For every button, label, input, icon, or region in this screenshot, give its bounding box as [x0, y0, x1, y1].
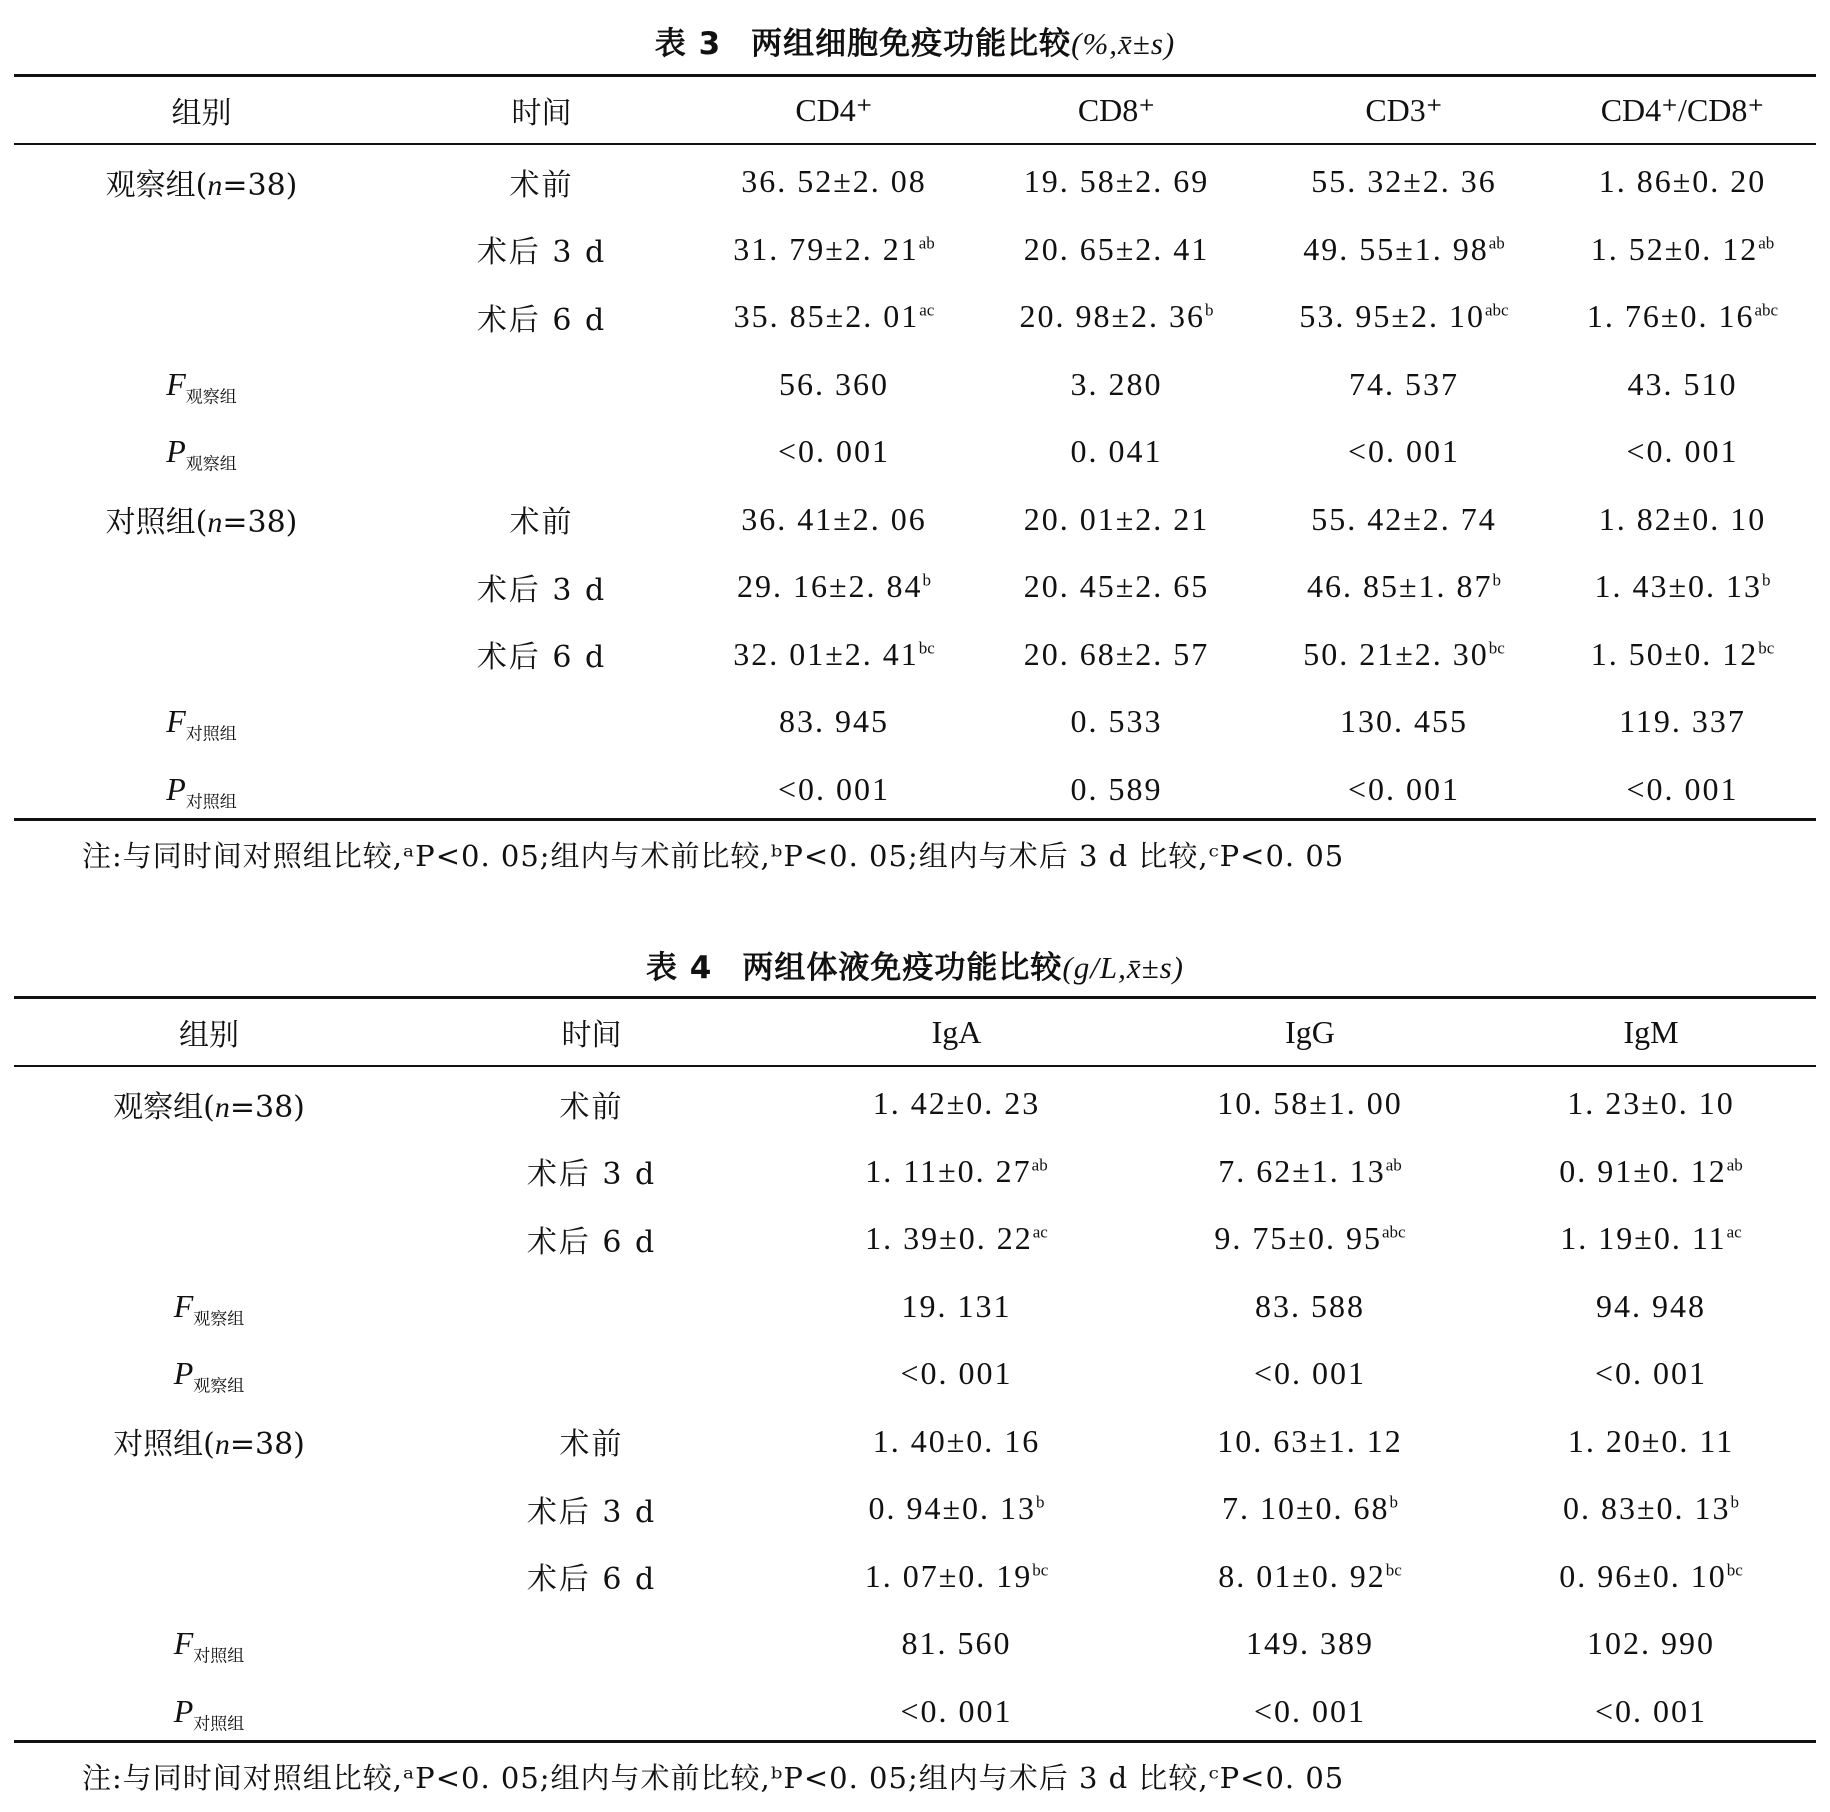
table-row: [14, 486, 1816, 554]
value-cell: 19. 131: [901, 1287, 1012, 1324]
table-row: [14, 1070, 1816, 1138]
value-cell: 49. 55±1. $98^{ab}$: [1303, 230, 1505, 267]
value-cell: 0. 91±0. $12^{ab}$: [1559, 1152, 1743, 1189]
table3-title: [0, 18, 1830, 63]
value-cell: 0. 96±0. $10^{bc}$: [1559, 1557, 1743, 1594]
time-cell: 术前: [509, 505, 574, 541]
value-cell: 74. 537: [1349, 365, 1459, 402]
time-cell: 术后 6 d: [476, 302, 607, 338]
value-cell: 130. 455: [1340, 703, 1468, 740]
column-header-cd8: CD8⁺: [1077, 92, 1156, 128]
value-cell: <0. 001: [777, 770, 891, 807]
value-cell: <0. 001: [777, 433, 891, 470]
table4-title: [0, 942, 1830, 987]
table-row: [14, 756, 1816, 824]
table-row: [14, 1475, 1816, 1543]
value-cell: 10. 58±1. 00: [1217, 1085, 1403, 1122]
value-cell: <0. 001: [1594, 1692, 1708, 1729]
value-cell: 0. 83±0. 13$^b$: [1562, 1490, 1740, 1527]
table3-unit: (%,x̄±s): [1071, 26, 1176, 61]
table3-note: 注:与同时间对照组比较,ᵃP<0. 05;组内与术前比较,ᵇP<0. 05;组内与术后 3 d 比较,ᶜP<0. 05: [82, 839, 1345, 873]
table3-header-row: [14, 76, 1816, 144]
table4: [14, 998, 1816, 1745]
value-cell: <0. 001: [1253, 1692, 1367, 1729]
stat-label-cell: $F_{观察组}$: [173, 1287, 245, 1330]
value-cell: 119. 337: [1619, 703, 1746, 740]
value-cell: 1. 86±0. 20: [1598, 163, 1767, 200]
group-cell: 观察组(n=38): [105, 167, 298, 203]
time-cell: 术前: [509, 167, 574, 203]
table4-caption: 两组体液免疫功能比较: [742, 950, 1063, 986]
table-row: [14, 1205, 1816, 1273]
column-header-group: 组别: [171, 96, 232, 131]
value-cell: 1. 11±0. $27^{ab}$: [865, 1152, 1048, 1189]
time-cell: [404, 1610, 779, 1678]
value-cell: 1. 82±0. 10: [1598, 500, 1767, 537]
value-cell: 83. 945: [779, 703, 889, 740]
table4-unit: (g/L,x̄±s): [1062, 950, 1184, 985]
value-cell: 20. 65±2. 41: [1023, 230, 1210, 267]
time-cell: 术后 6 d: [476, 640, 607, 676]
value-cell: 149. 389: [1246, 1625, 1374, 1662]
group-cell: [14, 283, 389, 351]
group-cell: 对照组(n=38): [105, 505, 298, 541]
column-header-cd4: CD4⁺: [795, 92, 873, 128]
table-row: [14, 1273, 1816, 1341]
value-cell: 43. 510: [1627, 365, 1738, 402]
table-row: [14, 1408, 1816, 1476]
column-header-cd4-cd8: CD4⁺/CD8⁺: [1600, 92, 1765, 128]
time-cell: 术后 3 d: [526, 1157, 657, 1193]
value-cell: 20. 68±2. 57: [1023, 635, 1210, 672]
table4-note: 注:与同时间对照组比较,ᵃP<0. 05;组内与术前比较,ᵇP<0. 05;组内与术后 3 d 比较,ᶜP<0. 05: [82, 1761, 1345, 1795]
table-row: [14, 351, 1816, 419]
value-cell: <0. 001: [900, 1355, 1013, 1392]
value-cell: 1. 23±0. 10: [1567, 1085, 1735, 1122]
table-row: [14, 216, 1816, 284]
table-row: [14, 1138, 1816, 1206]
table-row: [14, 688, 1816, 756]
group-cell: 观察组(n=38): [113, 1089, 305, 1125]
column-header-time: 时间: [561, 1018, 622, 1053]
time-cell: [389, 418, 694, 486]
value-cell: 1. 42±0. 23: [872, 1085, 1041, 1122]
value-cell: <0. 001: [900, 1692, 1013, 1729]
column-header-igg: IgG: [1285, 1013, 1335, 1050]
table4-header-row: [14, 998, 1816, 1066]
time-cell: [389, 688, 694, 756]
value-cell: 50. 21±2. $30^{bc}$: [1303, 635, 1505, 672]
time-cell: [389, 351, 694, 419]
value-cell: <0. 001: [1626, 433, 1739, 470]
value-cell: 7. 10±0. 68$^b$: [1221, 1490, 1399, 1527]
value-cell: 31. 79±2. $21^{ab}$: [733, 230, 935, 267]
value-cell: 10. 63±1. 12: [1217, 1422, 1403, 1459]
value-cell: 1. 76±0. $16^{abc}$: [1586, 298, 1779, 335]
stat-label-cell: $F_{对照组}$: [173, 1625, 245, 1667]
table4-label: 表 4: [646, 950, 713, 986]
time-cell: 术后 6 d: [526, 1224, 657, 1260]
value-cell: 0. 589: [1070, 770, 1163, 807]
value-cell: 20. 01±2. 21: [1023, 500, 1210, 537]
time-cell: 术后 6 d: [526, 1562, 657, 1598]
value-cell: 1. 40±0. 16: [872, 1422, 1041, 1459]
time-cell: [389, 756, 694, 824]
value-cell: 36. 41±2. 06: [741, 500, 927, 537]
value-cell: 35. 85±2. $01^{ac}$: [733, 298, 935, 335]
table-row: [14, 148, 1816, 216]
stat-label-cell: $P_{对照组}$: [166, 770, 237, 813]
group-cell: [14, 1138, 404, 1206]
stat-label-cell: $F_{对照组}$: [166, 703, 237, 745]
group-cell: 对照组(n=38): [113, 1427, 305, 1463]
value-cell: <0. 001: [1594, 1355, 1708, 1392]
stat-label-cell: $P_{观察组}$: [166, 433, 237, 475]
value-cell: 0. 533: [1070, 703, 1163, 740]
value-cell: 53. 95±2. $10^{abc}$: [1299, 298, 1509, 335]
value-cell: 55. 32±2. 36: [1311, 163, 1497, 200]
value-cell: 3. 280: [1070, 365, 1163, 402]
value-cell: 81. 560: [901, 1625, 1012, 1662]
table-row: [14, 283, 1816, 351]
stat-label-cell: $F_{观察组}$: [166, 365, 237, 408]
table-row: [14, 1678, 1816, 1746]
table3-caption: 两组细胞免疫功能比较: [751, 26, 1072, 62]
time-cell: 术后 3 d: [526, 1494, 657, 1530]
value-cell: 83. 588: [1255, 1287, 1365, 1324]
value-cell: 0. 94±0. 13$^b$: [868, 1490, 1045, 1527]
time-cell: 术前: [559, 1427, 624, 1463]
value-cell: <0. 001: [1347, 433, 1461, 470]
value-cell: 1. 43±0. 13$^b$: [1594, 568, 1771, 605]
column-header-group: 组别: [179, 1018, 239, 1053]
value-cell: <0. 001: [1253, 1355, 1367, 1392]
group-cell: [14, 1543, 404, 1611]
value-cell: <0. 001: [1626, 770, 1739, 807]
value-cell: 20. 98±2. 36$^b$: [1019, 298, 1214, 335]
group-cell: [14, 553, 389, 621]
value-cell: 9. 75±0. $95^{abc}$: [1214, 1220, 1406, 1257]
group-cell: [14, 1475, 404, 1543]
value-cell: 1. 07±0. $19^{bc}$: [864, 1557, 1049, 1594]
time-cell: [404, 1340, 779, 1408]
table-row: [14, 553, 1816, 621]
value-cell: 94. 948: [1596, 1287, 1706, 1324]
group-cell: [14, 216, 389, 284]
value-cell: 1. 52±0. $12^{ab}$: [1590, 230, 1775, 267]
value-cell: 55. 42±2. 74: [1311, 500, 1497, 537]
value-cell: 20. 45±2. 65: [1023, 568, 1210, 605]
value-cell: 1. 39±0. $22^{ac}$: [865, 1220, 1048, 1257]
value-cell: 7. 62±1. $13^{ab}$: [1218, 1152, 1402, 1189]
value-cell: 1. 50±0. $12^{bc}$: [1590, 635, 1775, 672]
column-header-time: 时间: [511, 96, 572, 131]
value-cell: 46. 85±1. 87$^b$: [1306, 568, 1502, 605]
value-cell: 29. 16±2. 84$^b$: [736, 568, 932, 605]
table-row: [14, 1610, 1816, 1678]
time-cell: 术后 3 d: [476, 572, 607, 608]
value-cell: 19. 58±2. 69: [1023, 163, 1210, 200]
value-cell: <0. 001: [1347, 770, 1461, 807]
value-cell: 0. 041: [1070, 433, 1163, 470]
value-cell: 8. 01±0. $92^{bc}$: [1218, 1557, 1402, 1594]
stat-label-cell: $P_{对照组}$: [173, 1692, 245, 1735]
column-header-igm: IgM: [1623, 1013, 1679, 1050]
time-cell: [404, 1273, 779, 1341]
table-row: [14, 1340, 1816, 1408]
stat-label-cell: $P_{观察组}$: [173, 1355, 245, 1397]
value-cell: 102. 990: [1587, 1625, 1715, 1662]
time-cell: 术后 3 d: [476, 235, 607, 271]
time-cell: [404, 1678, 779, 1746]
column-header-cd3: CD3⁺: [1365, 92, 1443, 128]
time-cell: 术前: [559, 1089, 624, 1125]
column-header-iga: IgA: [931, 1013, 982, 1050]
table-row: [14, 621, 1816, 689]
table-row: [14, 1543, 1816, 1611]
table3: [14, 76, 1816, 823]
group-cell: [14, 1205, 404, 1273]
value-cell: 36. 52±2. 08: [741, 163, 927, 200]
table-row: [14, 418, 1816, 486]
value-cell: 1. 19±0. $11^{ac}$: [1560, 1220, 1742, 1257]
value-cell: 32. 01±2. $41^{bc}$: [733, 635, 935, 672]
value-cell: 1. 20±0. 11: [1567, 1422, 1735, 1459]
table3-label: 表 3: [654, 26, 722, 62]
value-cell: 56. 360: [779, 365, 889, 402]
group-cell: [14, 621, 389, 689]
